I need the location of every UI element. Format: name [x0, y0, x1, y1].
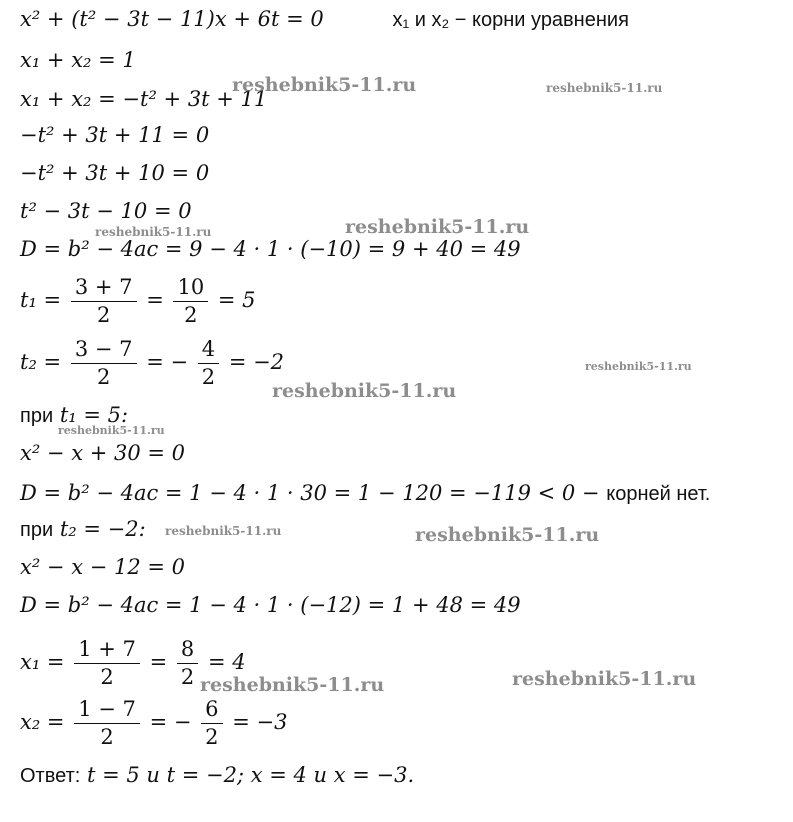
watermark: reshebnik5-11.ru: [200, 674, 385, 696]
equals-sign: = −: [146, 350, 189, 374]
result: = 5: [217, 288, 256, 312]
watermark: reshebnik5-11.ru: [546, 81, 663, 95]
equation-text: x² + (t² − 3t − 11)x + 6t = 0: [20, 7, 324, 31]
equation-main: [20, 6, 629, 33]
case-1-discriminant: [20, 480, 710, 507]
case-1-equation: x² − x + 30 = 0: [20, 441, 186, 465]
watermark: reshebnik5-11.ru: [95, 225, 212, 239]
fraction: [74, 696, 140, 751]
watermark: reshebnik5-11.ru: [415, 524, 600, 546]
discriminant-expression: D = b² − 4ac = 1 − 4 · 1 · 30 = 1 − 120 = −119 < 0 −: [20, 481, 600, 505]
case-2-heading: [20, 516, 146, 543]
numerator: 4: [198, 336, 219, 364]
watermark: reshebnik5-11.ru: [165, 524, 282, 538]
answer-values: t = 5 и t = −2; x = 4 и x = −3.: [86, 763, 415, 787]
root-x1-lhs: x₁ =: [20, 650, 65, 674]
answer-line: [20, 762, 414, 789]
numerator: 6: [201, 696, 222, 724]
denominator: 2: [201, 365, 216, 389]
equation-step-3: t² − 3t − 10 = 0: [20, 199, 192, 223]
fraction: [198, 336, 219, 391]
denominator: 2: [180, 665, 195, 689]
watermark: reshebnik5-11.ru: [512, 668, 697, 690]
case-2-equation: x² − x − 12 = 0: [20, 555, 186, 579]
equals-sign: =: [149, 650, 168, 674]
root-x2-lhs: x₂ =: [20, 710, 65, 734]
root-t2-lhs: t₂ =: [20, 350, 62, 374]
case-2-condition: t₂ = −2:: [59, 517, 146, 541]
fraction: [71, 336, 137, 391]
no-roots-text: корней нет.: [606, 483, 711, 505]
numerator: 3 + 7: [71, 274, 137, 302]
watermark: reshebnik5-11.ru: [585, 360, 692, 373]
discriminant-t: D = b² − 4ac = 9 − 4 · 1 · (−10) = 9 + 40 = 49: [20, 237, 521, 261]
case-2-discriminant: D = b² − 4ac = 1 − 4 · 1 · (−12) = 1 + 48 = 49: [20, 593, 521, 617]
denominator: 2: [100, 665, 114, 689]
result: = 4: [207, 650, 246, 674]
vieta-sum-expression: x₁ + x₂ = −t² + 3t + 11: [20, 87, 268, 111]
equals-sign: =: [146, 288, 164, 312]
denominator: 2: [205, 725, 219, 749]
root-t1: [20, 274, 256, 329]
root-t1-lhs: t₁ =: [20, 288, 62, 312]
root-x2: [20, 696, 287, 751]
equation-step-2: −t² + 3t + 10 = 0: [20, 161, 210, 185]
denominator: 2: [100, 725, 114, 749]
fraction: [177, 636, 198, 691]
numerator: 8: [177, 636, 198, 664]
fraction: [74, 636, 140, 691]
watermark: reshebnik5-11.ru: [232, 74, 417, 96]
fraction: [173, 274, 208, 329]
root-t2: [20, 336, 284, 391]
numerator: 10: [173, 274, 208, 302]
denominator: 2: [96, 303, 111, 327]
numerator: 3 − 7: [71, 336, 137, 364]
case-1-condition: t₁ = 5:: [59, 403, 129, 427]
denominator: 2: [184, 303, 198, 327]
fraction: [201, 696, 222, 751]
watermark: reshebnik5-11.ru: [345, 216, 530, 238]
case-1-prefix: при: [20, 405, 54, 427]
fraction: [71, 274, 137, 329]
equation-step-1: −t² + 3t + 11 = 0: [20, 123, 210, 147]
result: = −2: [228, 350, 285, 374]
answer-label: Ответ:: [20, 765, 81, 787]
vieta-sum-line: x₁ + x₂ = 1: [20, 48, 136, 72]
case-2-prefix: при: [20, 519, 54, 541]
watermark: reshebnik5-11.ru: [58, 424, 165, 437]
numerator: 1 + 7: [74, 636, 140, 664]
roots-note: x₁ и x₂ − корни уравнения: [392, 9, 629, 31]
equals-sign: = −: [149, 710, 192, 734]
watermark: reshebnik5-11.ru: [272, 380, 457, 402]
denominator: 2: [96, 365, 111, 389]
numerator: 1 − 7: [74, 696, 140, 724]
result: = −3: [232, 710, 288, 734]
